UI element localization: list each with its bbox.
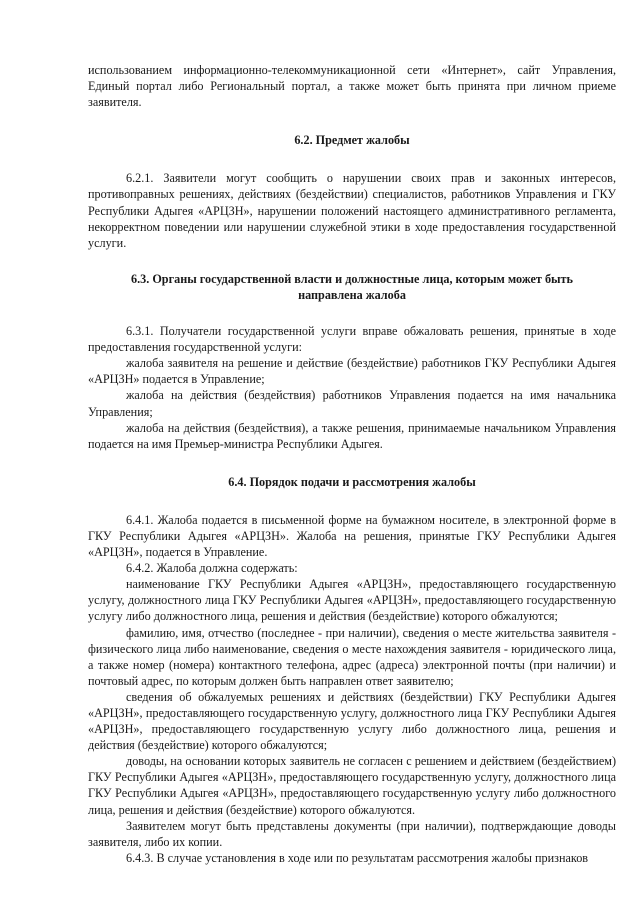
section-heading-6-2: 6.2. Предмет жалобы (294, 133, 410, 148)
paragraph-6-3-1-item-1: жалоба заявителя на решение и действие (бездействие) работников ГКУ Республики Адыгея «АРЦЗН» подается в Управление; (88, 356, 616, 387)
paragraph-6-4-2: 6.4.2. Жалоба должна содержать: (126, 561, 298, 576)
intro-paragraph: использованием информационно-телекоммуникационной сети «Интернет», сайт Управления, Единый портал либо Региональный портал, а также может быть принята при личном приеме заявителя. (88, 63, 616, 110)
paragraph-6-4-1: 6.4.1. Жалоба подается в письменной форме на бумажном носителе, в электронной форме в ГКУ Республики Адыгея «АРЦЗН». Жалоба на решения, принятые ГКУ Республики Адыгея «АРЦЗН», подается в Управление. (88, 512, 616, 560)
paragraph-6-2-1: 6.2.1. Заявители могут сообщить о нарушении своих прав и законных интересов, противоправных решениях, действиях (бездействии) специалистов, работников Управления и ГКУ Республики Адыгея «АРЦЗН», нарушении положений настоящего административного регламента, некорректном поведении или нарушении служебной этики в ходе предоставления государственной услуги. (88, 171, 616, 250)
paragraph-6-4-3: 6.4.3. В случае установления в ходе или по результатам рассмотрения жалобы признаков (126, 850, 589, 865)
paragraph-6-4-2-item-1: наименование ГКУ Республики Адыгея «АРЦЗН», предоставляющего государственную услугу, должностного лица ГКУ Республики Адыгея «АРЦЗН», предоставляющего государственную услугу либо должностного лица, решения и действия (бездействие) которого обжалуются; (88, 577, 616, 624)
paragraph-6-4-2-item-2: фамилию, имя, отчество (последнее - при наличии), сведения о месте жительства заявителя - физического лица либо наименование, сведения о месте нахождения заявителя - юридического лица, а также номер (номера) контактного телефона, адрес (адреса) электронной почты (при наличии) и почтовый адрес, по которым должен быть направлен ответ заявителю; (88, 625, 616, 688)
document-body (88, 62, 616, 866)
section-heading-6-4: 6.4. Порядок подачи и рассмотрения жалобы (228, 474, 476, 489)
section-heading-6-3-line1: 6.3. Органы государственной власти и должностные лица, которым может быть (130, 271, 573, 286)
section-heading-6-3-line2: направлена жалоба (298, 287, 406, 302)
paragraph-6-4-2-item-4: доводы, на основании которых заявитель не согласен с решением и действием (бездействием) ГКУ Республики Адыгея «АРЦЗН», предоставляющего государственную услугу, должностного лица ГКУ Республики Адыгея «АРЦЗН», предоставляющего государственную услугу либо должностного лица, решения и действия (бездействие) которого обжалуются. (88, 754, 616, 817)
paragraph-6-4-2-item-3: сведения об обжалуемых решениях и действиях (бездействии) ГКУ Республики Адыгея «АРЦЗН», предоставляющего государственную услугу, должностного лица ГКУ Республики Адыгея «АРЦЗН», предоставляющего государственную услугу либо должностного лица, решения и действия (бездействие) которого обжалуются; (88, 689, 616, 753)
paragraph-6-4-2-documents: Заявителем могут быть представлены документы (при наличии), подтверждающие доводы заявителя, либо их копии. (88, 818, 616, 849)
paragraph-6-3-1-item-3: жалоба на действия (бездействия), а также решения, принимаемые начальником Управления подается на имя Премьер-министра Республики Адыгея. (88, 420, 616, 451)
paragraph-6-3-1-item-2: жалоба на действия (бездействия) работников Управления подается на имя начальника Управления; (88, 388, 616, 419)
paragraph-6-3-1: 6.3.1. Получатели государственной услуги вправе обжаловать решения, принятые в ходе предоставления государственной услуги: (88, 324, 616, 355)
